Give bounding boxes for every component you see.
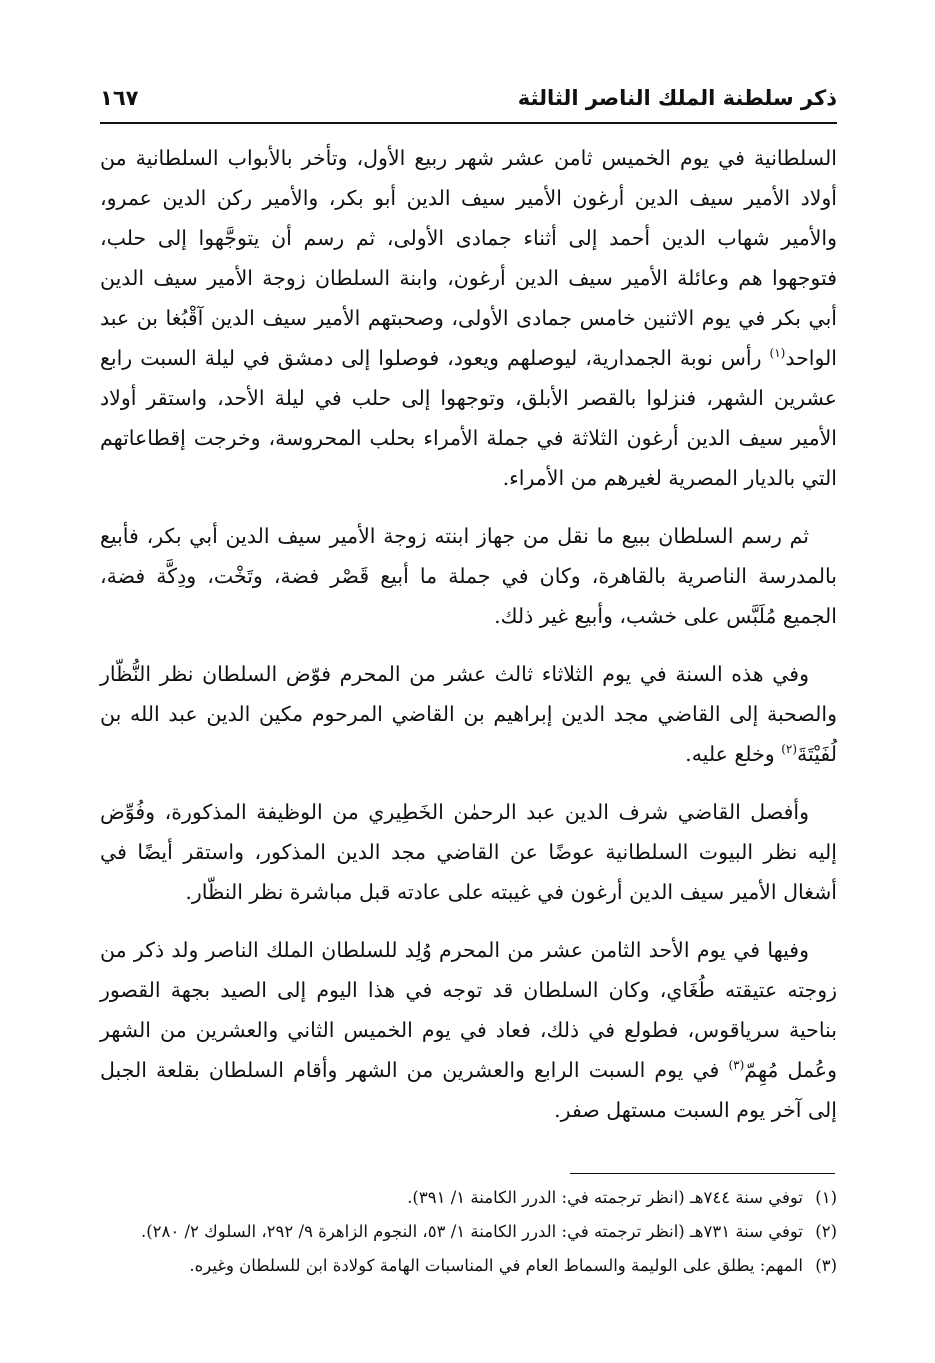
footnote-number: (٢) — [815, 1222, 837, 1241]
paragraph-text: وخلع عليه. — [685, 742, 782, 766]
page-header — [100, 86, 837, 120]
paragraph-text: السلطانية في يوم الخميس ثامن عشر شهر ربيع الأول، وتأخر بالأبواب السلطانية من أولاد الأمير سيف الدين أرغون الأمير سيف الدين أبو بكر، والأمير ركن الدين عمرو، والأمير شهاب الدين أحمد إلى أثناء جمادى الأولى، ثم رسم أن يتوجَّهوا إلى حلب، فتوجهوا هم وعائلة الأمير سيف الدين أرغون، وابنة السلطان زوجة الأمير سيف الدين أبي بكر في يوم الاثنين خامس جمادى الأولى، وصحبتهم الأمير سيف الدين آقْبُغا بن عبد الواحد — [100, 146, 837, 370]
paragraph — [100, 930, 837, 1130]
footnote-number: (٣) — [815, 1256, 837, 1275]
paragraph-text: في يوم السبت الرابع والعشرين من الشهر وأقام السلطان بقلعة الجبل إلى آخر يوم السبت مستهل صفر. — [100, 1058, 837, 1122]
footnotes — [100, 1183, 837, 1285]
header-rule — [100, 122, 837, 124]
footnote-mark: (١) — [769, 346, 786, 361]
footnote-rule — [570, 1173, 835, 1174]
footnote-mark: (٢) — [781, 742, 798, 757]
paragraph-text: وفي هذه السنة في يوم الثلاثاء ثالث عشر من المحرم فوّض السلطان نظر النُّظّار والصحبة إلى القاضي مجد الدين إبراهيم بن القاضي المرحوم مكين الدين عبد الله بن لُفَيْتَةَ — [100, 662, 837, 766]
paragraph — [100, 138, 837, 498]
page-number: ١٦٧ — [100, 86, 139, 110]
footnote-text: المهم: يطلق على الوليمة والسماط العام في المناسبات الهامة كولادة ابن للسلطان وغيره. — [189, 1256, 803, 1275]
paragraph — [100, 792, 837, 912]
footnote — [100, 1251, 837, 1281]
footnote-text: توفي سنة ٧٤٤هـ (انظر ترجمته في: الدرر الكامنة ١/ ٣٩١). — [407, 1188, 803, 1207]
paragraph — [100, 654, 837, 774]
body-text — [100, 138, 837, 1148]
running-title: ذكر سلطنة الملك الناصر الثالثة — [517, 86, 837, 110]
footnote — [100, 1183, 837, 1213]
footnote-mark: (٣) — [728, 1058, 745, 1073]
paragraph-text: وأفصل القاضي شرف الدين عبد الرحمٰن الخَطِيري من الوظيفة المذكورة، وفُوِّض إليه نظر البيوت السلطانية عوضًا عن القاضي مجد الدين المذكور، واستقر أيضًا في أشغال الأمير سيف الدين أرغون في غيبته على عادته قبل مباشرة نظر النظّار. — [100, 800, 837, 904]
paragraph-text: رأس نوبة الجمدارية، ليوصلهم ويعود، فوصلوا إلى دمشق في ليلة السبت رابع عشرين الشهر، فنزلوا بالقصر الأبلق، وتوجهوا إلى حلب في ليلة الأحد، واستقر أولاد الأمير سيف الدين أرغون الثلاثة في جملة الأمراء بحلب المحروسة، وخرجت إقطاعاتهم التي بالديار المصرية لغيرهم من الأمراء. — [100, 346, 837, 490]
paragraph-text: وفيها في يوم الأحد الثامن عشر من المحرم وُلِد للسلطان الملك الناصر ولد ذكر من زوجته عتيقته طُغَاي، وكان السلطان قد توجه في هذا اليوم إلى الصيد بجهة القصور بناحية سرياقوس، فطولع في ذلك، فعاد في يوم الخميس الثاني والعشرين من الشهر وعُمل مُهِمّ — [100, 938, 837, 1082]
paragraph-text: ثم رسم السلطان ببيع ما نقل من جهاز ابنته زوجة الأمير سيف الدين أبي بكر، فأبيع بالمدرسة الناصرية بالقاهرة، وكان في جملة ما أبيع قَصْر فضة، وتَخْت، ودِكَّة فضة، الجميع مُلَبَّس على خشب، وأبيع غير ذلك. — [100, 524, 837, 628]
paragraph — [100, 516, 837, 636]
footnote-text: توفي سنة ٧٣١هـ (انظر ترجمته في: الدرر الكامنة ١/ ٥٣، النجوم الزاهرة ٩/ ٢٩٢، السلوك ٢/ ٢٨٠). — [140, 1222, 803, 1241]
footnote-number: (١) — [815, 1188, 837, 1207]
footnote — [100, 1217, 837, 1247]
